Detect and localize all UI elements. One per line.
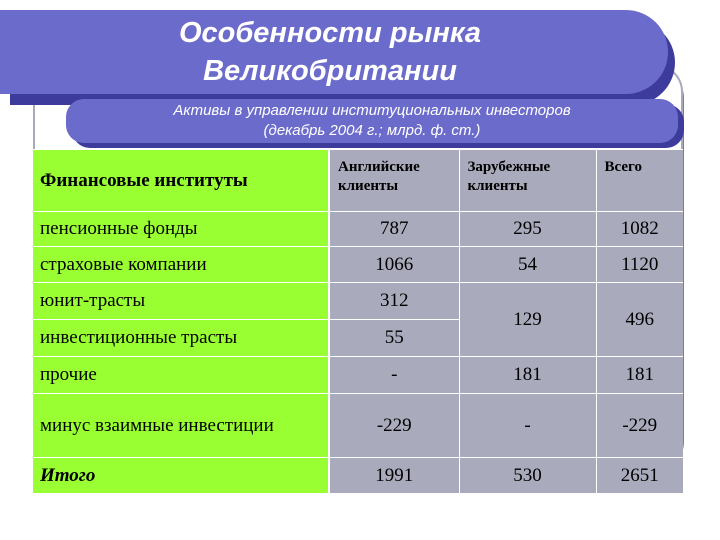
row-label: минус взаимные инвестиции: [33, 394, 329, 458]
cell-total: 1082: [596, 212, 683, 247]
table-row: [33, 357, 683, 394]
cell-foreign: 295: [459, 212, 596, 247]
cell-total: 1120: [596, 247, 683, 283]
cell-english: 1991: [329, 458, 459, 494]
table-header-row: [33, 150, 683, 212]
cell-total: 181: [596, 357, 683, 394]
cell-total: 2651: [596, 458, 683, 494]
cell-total: -229: [596, 394, 683, 458]
cell-english: 55: [329, 320, 459, 357]
table-row: [33, 247, 683, 283]
cell-foreign: -: [459, 394, 596, 458]
header-foreign-clients: Зарубежные клиенты: [459, 150, 596, 212]
assets-table: [33, 149, 683, 494]
table-total-row: [33, 458, 683, 494]
cell-foreign: 54: [459, 247, 596, 283]
row-label-total: Итого: [33, 458, 329, 494]
row-label: юнит-трасты: [33, 283, 329, 320]
cell-english: -229: [329, 394, 459, 458]
header-total: Всего: [596, 150, 683, 212]
cell-english: 1066: [329, 247, 459, 283]
row-label: инвестиционные трасты: [33, 320, 329, 357]
cell-foreign-trusts-combined: 129: [459, 283, 596, 357]
row-label: прочие: [33, 357, 329, 394]
header-english-clients: Английские клиенты: [329, 150, 459, 212]
cell-english: 787: [329, 212, 459, 247]
cell-foreign: 530: [459, 458, 596, 494]
cell-english: -: [329, 357, 459, 394]
table-row: [33, 283, 683, 320]
row-label: страховые компании: [33, 247, 329, 283]
table-subtitle: Активы в управлении институциональных инвесторов (декабрь 2004 г.; млрд. ф. ст.): [66, 99, 678, 143]
table-row: [33, 394, 683, 458]
table-row: [33, 212, 683, 247]
cell-english: 312: [329, 283, 459, 320]
header-institutions: Финансовые институты: [33, 150, 329, 212]
cell-total-trusts-combined: 496: [596, 283, 683, 357]
cell-foreign: 181: [459, 357, 596, 394]
row-label: пенсионные фонды: [33, 212, 329, 247]
slide-title: Особенности рынка Великобритании: [178, 17, 482, 87]
